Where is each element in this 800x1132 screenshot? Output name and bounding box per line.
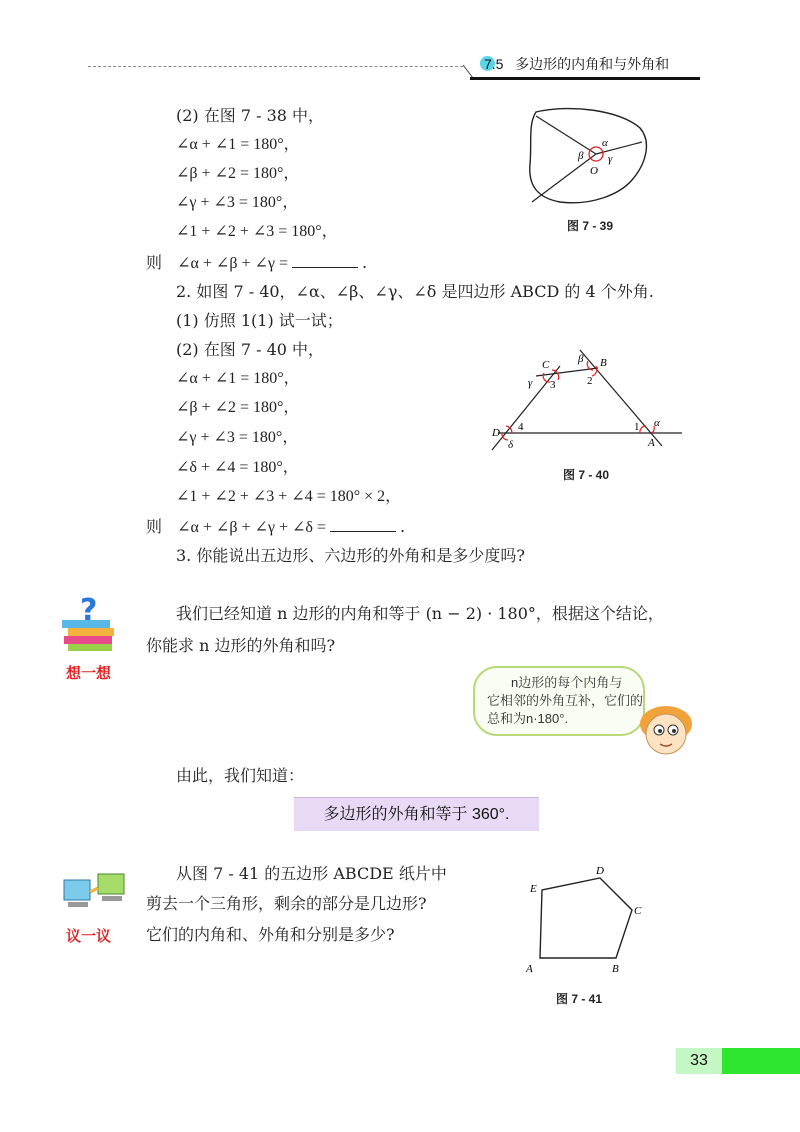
label-2: 2: [587, 375, 593, 387]
bubble-line: 它相邻的外角互补，它们的: [487, 693, 644, 708]
face-shape: [646, 714, 686, 754]
label-C: C: [542, 359, 550, 371]
discuss-text-line: 它们的内角和、外角和分别是多少?: [146, 925, 395, 944]
label-B: B: [612, 963, 619, 975]
ray-line: [532, 154, 596, 202]
keyboard-shape: [68, 902, 88, 907]
page-number: 33: [676, 1048, 722, 1074]
book-shape: [64, 636, 112, 644]
hint-speech-bubble: [473, 666, 645, 736]
part1-line: ∠1 + ∠2 + ∠3 = 180°，: [176, 223, 338, 240]
discuss-text-line: 从图 7 - 41 的五边形 ABCDE 纸片中: [176, 864, 447, 883]
label-beta: β: [578, 150, 584, 162]
part2-conclusion: [146, 517, 405, 538]
think-label: 想一想: [66, 665, 112, 682]
part2-line: (2) 在图 7 - 40 中，: [176, 340, 325, 359]
part1-line: ∠β + ∠2 = 180°，: [176, 165, 300, 182]
label-gamma: γ: [528, 377, 533, 389]
link-arrow: [90, 888, 98, 892]
ray-line: [536, 116, 596, 154]
label-B: B: [600, 357, 607, 369]
figure-7-39: [510, 102, 660, 214]
part2-line: ∠α + ∠1 = 180°，: [176, 370, 300, 387]
keyboard-shape: [102, 896, 122, 901]
part1-line: ∠α + ∠1 = 180°，: [176, 136, 300, 153]
label-3: 3: [550, 379, 556, 391]
part2-line: ∠δ + ∠4 = 180°，: [176, 459, 299, 476]
book-shape: [68, 628, 114, 636]
label-O: O: [590, 165, 598, 177]
conclusion-expression: ∠α + ∠β + ∠γ =: [177, 255, 288, 272]
part1-conclusion: [146, 253, 367, 274]
pentagon-ABCDE: [540, 878, 632, 958]
figure-7-39-caption: 图 7 - 39: [567, 219, 614, 233]
part1-line: (2) 在图 7 - 38 中，: [176, 106, 325, 125]
think-books-icon: [58, 596, 124, 662]
side-BA-extended: [580, 350, 662, 446]
label-gamma: γ: [608, 153, 613, 165]
pupil-shape: [672, 729, 676, 733]
label-C: C: [634, 905, 642, 917]
monitor-shape: [64, 880, 90, 900]
conclusion-prefix: 则: [146, 253, 163, 272]
monitor-shape: [98, 874, 124, 894]
part2-line: (1) 仿照 1(1) 试一试；: [176, 311, 343, 330]
header-dashed-rule: [88, 66, 463, 67]
bubble-line: n边形的每个内角与: [511, 675, 623, 690]
label-1: 1: [634, 421, 640, 433]
discuss-text-line: 剪去一个三角形，剩余的部分是几边形?: [146, 894, 427, 913]
discuss-label: 议一议: [66, 928, 112, 945]
answer-blank: [330, 517, 396, 532]
label-alpha: α: [602, 137, 608, 149]
question-3: 3. 你能说出五边形、六边形的外角和是多少度吗?: [176, 546, 525, 565]
conclusion-expression: ∠α + ∠β + ∠γ + ∠δ =: [177, 519, 326, 536]
section-header: [484, 54, 669, 74]
figure-7-40: [488, 346, 686, 456]
figure-7-40-caption: 图 7 - 40: [563, 468, 610, 482]
discuss-computers-icon: [62, 870, 128, 922]
conclusion-end: .: [399, 517, 406, 536]
bubble-line: 总和为n·180°.: [487, 711, 569, 726]
label-E: E: [530, 883, 537, 895]
conclusion-prefix: 则: [146, 517, 163, 536]
label-alpha: α: [654, 417, 660, 429]
section-number: 7.5: [484, 56, 504, 72]
therefore-text: 由此，我们知道：: [176, 766, 305, 785]
key-conclusion-box: 多边形的外角和等于 360°.: [294, 797, 539, 831]
pupil-shape: [658, 729, 662, 733]
part2-intro: 2. 如图 7 - 40，∠α、∠β、∠γ、∠δ 是四边形 ABCD 的 4 个外角.: [176, 282, 654, 301]
part2-line: ∠1 + ∠2 + ∠3 + ∠4 = 180° × 2，: [176, 488, 402, 505]
cartoon-student-icon: [626, 696, 702, 760]
label-beta: β: [578, 353, 584, 365]
think-text-line: 你能求 n 边形的外角和吗?: [146, 636, 336, 655]
book-shape: [68, 644, 112, 651]
label-D: D: [492, 427, 500, 439]
label-D: D: [596, 865, 604, 877]
part2-line: ∠γ + ∠3 = 180°，: [176, 429, 299, 446]
label-delta: δ: [508, 439, 514, 451]
section-title: 多边形的内角和与外角和: [515, 56, 670, 72]
header-bar: [470, 77, 700, 80]
part1-line: ∠γ + ∠3 = 180°，: [176, 194, 299, 211]
answer-blank: [292, 253, 358, 268]
figure-7-41: [520, 862, 650, 978]
question-mark-icon: ?: [80, 596, 98, 628]
label-4: 4: [518, 421, 524, 433]
figure-7-41-caption: 图 7 - 41: [556, 992, 603, 1006]
conclusion-end: .: [362, 253, 368, 272]
think-text-line: 我们已经知道 n 边形的内角和等于 (n − 2) · 180°，根据这个结论，: [176, 604, 664, 623]
label-A: A: [648, 437, 655, 449]
label-A: A: [526, 963, 533, 975]
part2-line: ∠β + ∠2 = 180°，: [176, 399, 300, 416]
